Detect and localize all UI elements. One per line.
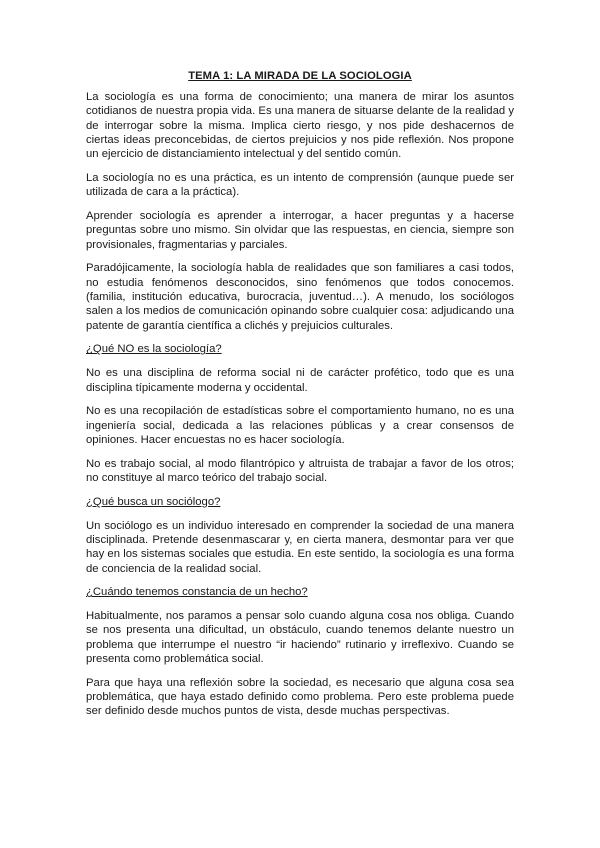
section-paragraph: Un sociólogo es un individuo interesado en comprender la sociedad de una manera disciplinada. Pretende desenmascarar y, en cierta manera, desmontar para ver que hay en los sistemas sociales que estudia. En este sentido, la sociología es una forma de conciencia de la realidad social. <box>86 519 514 575</box>
section-paragraph: No es una recopilación de estadísticas sobre el comportamiento humano, no es una ingeniería social, dedicada a las relaciones públicas y a crear consensos de opiniones. Hacer encuestas no es hacer sociología. <box>86 405 514 446</box>
section-heading: ¿Qué NO es la sociología? <box>86 343 222 356</box>
section-heading: ¿Cuándo tenemos constancia de un hecho? <box>86 586 308 599</box>
intro-paragraph-2: La sociología no es una práctica, es un intento de comprensión (aunque puede ser utilizada de cara a la práctica). <box>86 171 514 199</box>
section-paragraph: No es una disciplina de reforma social ni de carácter profético, todo que es una disciplina típicamente moderna y occidental. <box>86 367 514 394</box>
section-paragraph: Habitualmente, nos paramos a pensar solo cuando alguna cosa nos obliga. Cuando se nos presenta una dificultad, un obstáculo, cuando tenemos delante nuestro un problema que interrumpe el nuestro “ir haciendo” rutinario y irreflexivo. Cuando se presenta como problemática social. <box>86 610 514 665</box>
section-what-is-not <box>86 342 514 485</box>
section-heading: ¿Qué busca un sociólogo? <box>86 495 221 508</box>
section-when-aware-of-fact <box>86 585 514 718</box>
intro-paragraph-4: Paradójicamente, la sociología habla de realidades que son familiares a casi todos, no estudia fenómenos desconocidos, sino fenómenos que todos conocemos. (familia, institución educativa, burocracia, juventud…). A menudo, los sociólogos salen a los medios de comunicación opinando sobre cualquier cosa: adjudicando una patente de garantía científica a clichés y prejuicios culturales. <box>86 262 514 332</box>
page-title: TEMA 1: LA MIRADA DE LA SOCIOLOGIA <box>188 70 412 82</box>
section-paragraph: Para que haya una reflexión sobre la sociedad, es necesario que alguna cosa sea problemática, que haya estado definido como problema. Pero este problema puede ser definido desde muchos puntos de vista, desde muchas perspectivas. <box>86 676 514 718</box>
section-paragraph: No es trabajo social, al modo filantrópico y altruista de trabajar a favor de los otros; no constituye al marco teórico del trabajo social. <box>86 457 514 485</box>
intro-paragraph-1: La sociología es una forma de conocimiento; una manera de mirar los asuntos cotidianos de nuestra propia vida. Es una manera de situarse delante de la realidad y de interrogar sobre la misma. Implica cierto riesgo, y nos pide deshacernos de ciertas ideas preconcebidas, de ciertos prejuicios y nos pide reflexión. Nos propone un ejercicio de distanciamiento intelectual y del sentido común. <box>86 91 514 161</box>
section-what-sociologist-seeks <box>86 495 514 576</box>
intro-paragraph-3: Aprender sociología es aprender a interrogar, a hacer preguntas y a hacerse preguntas sobre uno mismo. Sin olvidar que las respuestas, en ciencia, siempre son provisionales, fragmentarias y parciales. <box>86 210 514 251</box>
document-page <box>86 70 514 728</box>
